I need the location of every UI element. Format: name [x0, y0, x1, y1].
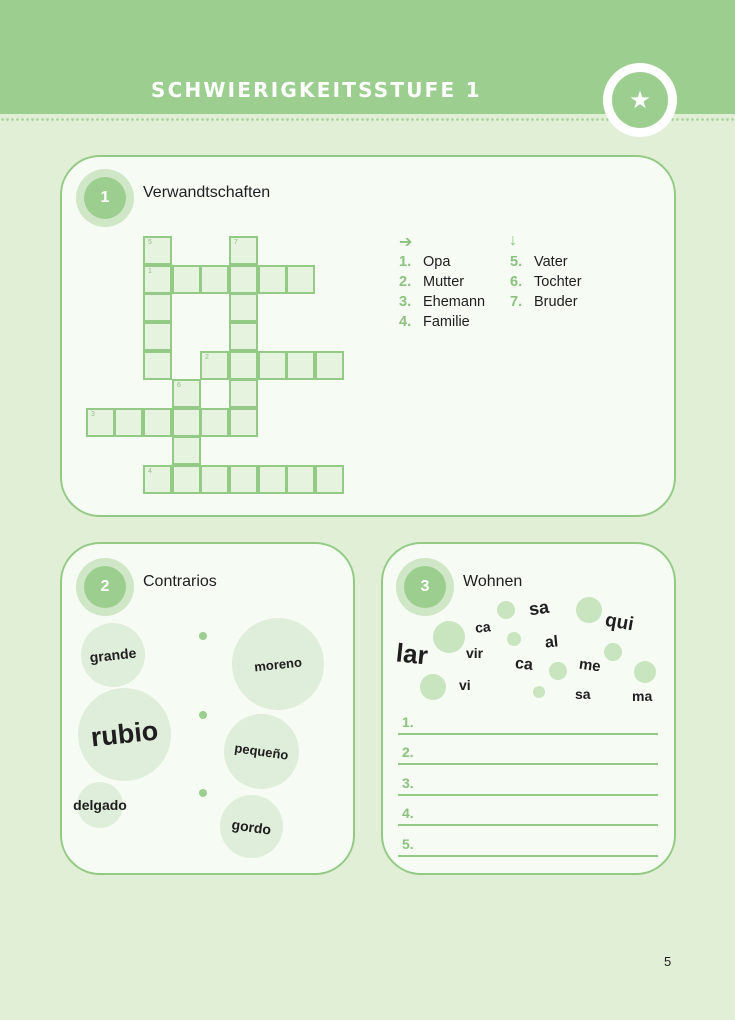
word-circle-delgado[interactable]: delgado [77, 782, 123, 828]
crossword-cell[interactable] [229, 236, 258, 265]
syllable: vi [459, 677, 471, 693]
clue-across: 2. Mutter [399, 274, 465, 290]
exercise-2-title: Contrarios [143, 573, 217, 590]
level-badge [603, 63, 677, 137]
crossword-cell[interactable] [229, 322, 258, 351]
exercise-2-number-badge [76, 558, 134, 616]
crossword-cell[interactable] [258, 265, 287, 294]
exercise-2-number: 2 [84, 566, 126, 608]
syllable: sa [527, 596, 551, 620]
crossword-cell[interactable] [229, 293, 258, 322]
exercise-1-number-badge [76, 169, 134, 227]
crossword-cell[interactable] [229, 379, 258, 408]
crossword-cell[interactable] [143, 408, 172, 437]
answer-line-label: 2. [402, 744, 414, 760]
answer-line-1[interactable] [398, 733, 658, 735]
star-icon: ★ [612, 72, 668, 128]
syllable: ca [474, 618, 492, 636]
word-circle-rubio[interactable]: rubio [73, 683, 175, 785]
syllable: lar [394, 637, 430, 671]
exercise-3-number: 3 [404, 566, 446, 608]
word-circle-gordo[interactable]: gordo [216, 791, 287, 862]
syllable: ca [514, 655, 534, 674]
crossword-cell[interactable] [172, 408, 201, 437]
crossword-cell[interactable] [286, 265, 315, 294]
clue-across: 1. Opa [399, 254, 451, 270]
cell-number: 3 [91, 411, 95, 418]
crossword-cell[interactable] [200, 265, 229, 294]
crossword-cell[interactable] [143, 236, 172, 265]
arrow-right-icon: ➔ [399, 234, 413, 251]
decorative-bubble [634, 661, 656, 683]
crossword-cell[interactable] [143, 265, 172, 294]
crossword-cell[interactable] [172, 265, 201, 294]
page-title: SCHWIERIGKEITSSTUFE 1 [151, 78, 482, 102]
syllable: al [544, 633, 560, 652]
crossword-cell[interactable] [200, 465, 229, 494]
cell-number: 4 [148, 468, 152, 475]
decorative-bubble [507, 632, 521, 646]
crossword-cell[interactable] [229, 265, 258, 294]
decorative-bubble [576, 597, 602, 623]
crossword-cell[interactable] [172, 436, 201, 465]
arrow-down-icon: ↓ [509, 232, 517, 249]
crossword-cell[interactable] [315, 351, 344, 380]
answer-line-label: 4. [402, 805, 414, 821]
cell-number: 2 [205, 354, 209, 361]
clue-down: 7. Bruder [510, 294, 578, 310]
answer-line-label: 1. [402, 714, 414, 730]
crossword-cell[interactable] [172, 379, 201, 408]
exercise-3-number-badge [396, 558, 454, 616]
decorative-bubble [604, 643, 622, 661]
answer-line-5[interactable] [398, 855, 658, 857]
match-dot[interactable] [199, 632, 207, 640]
crossword-cell[interactable] [286, 465, 315, 494]
decorative-bubble [420, 674, 446, 700]
answer-line-label: 5. [402, 836, 414, 852]
crossword-cell[interactable] [143, 322, 172, 351]
syllable: vir [466, 645, 484, 661]
match-dot[interactable] [199, 711, 207, 719]
crossword-cell[interactable] [258, 465, 287, 494]
answer-line-4[interactable] [398, 824, 658, 826]
crossword-cell[interactable] [229, 465, 258, 494]
crossword-cell[interactable] [229, 408, 258, 437]
crossword-cell[interactable] [200, 351, 229, 380]
clue-across: 3. Ehemann [399, 294, 486, 310]
answer-line-2[interactable] [398, 763, 658, 765]
decorative-bubble [549, 662, 567, 680]
syllable: me [577, 655, 602, 676]
clue-across: 4. Familie [399, 314, 470, 330]
word-circle-pequeno[interactable]: pequeño [219, 709, 304, 794]
crossword-cell[interactable] [315, 465, 344, 494]
word-circle-moreno[interactable]: moreno [227, 613, 328, 714]
word-circle-grande[interactable]: grande [78, 620, 148, 690]
cell-number: 6 [177, 382, 181, 389]
crossword-cell[interactable] [200, 408, 229, 437]
crossword-cell[interactable] [286, 351, 315, 380]
cell-number: 7 [234, 239, 238, 246]
decorative-bubble [497, 601, 515, 619]
crossword-cell[interactable] [143, 351, 172, 380]
page-number: 5 [664, 954, 672, 969]
crossword-cell[interactable] [86, 408, 115, 437]
cell-number: 1 [148, 268, 152, 275]
exercise-1-number: 1 [84, 177, 126, 219]
answer-line-label: 3. [402, 775, 414, 791]
exercise-3-title: Wohnen [463, 573, 523, 590]
syllable: ma [632, 688, 653, 704]
crossword-cell[interactable] [172, 465, 201, 494]
clue-down: 6. Tochter [510, 274, 582, 290]
crossword-cell[interactable] [229, 351, 258, 380]
match-dot[interactable] [199, 789, 207, 797]
syllable: sa [575, 686, 591, 702]
cell-number: 5 [148, 239, 152, 246]
crossword-cell[interactable] [114, 408, 143, 437]
exercise-1-title: Verwandtschaften [143, 184, 271, 201]
answer-line-3[interactable] [398, 794, 658, 796]
syllable: qui [603, 609, 636, 636]
clue-down: 5. Vater [510, 254, 568, 270]
crossword-cell[interactable] [143, 293, 172, 322]
decorative-bubble [533, 686, 545, 698]
crossword-cell[interactable] [258, 351, 287, 380]
decorative-bubble [433, 621, 465, 653]
crossword-cell[interactable] [143, 465, 172, 494]
